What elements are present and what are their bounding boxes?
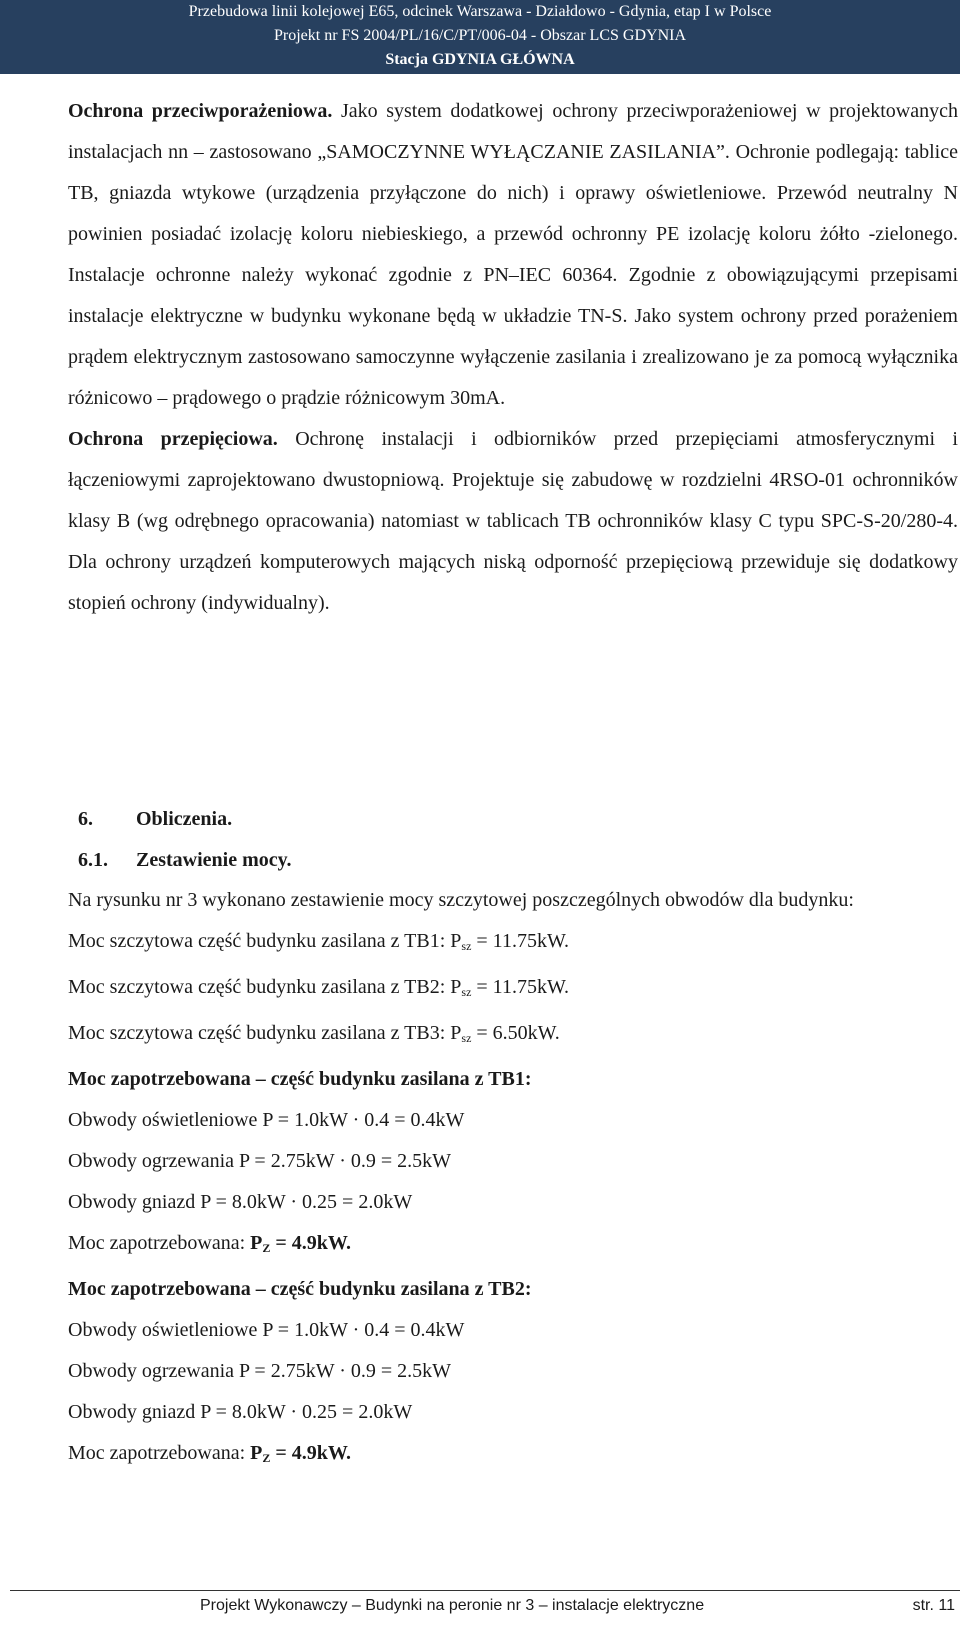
peak-power-tb3: Moc szczytowa część budynku zasilana z TB3: $P_{sz} = 6.50kW$. [68,1022,560,1045]
section-title: Zestawienie mocy. [136,849,292,871]
section-title: Obliczenia. [136,808,233,830]
paragraph-shock-protection [68,91,958,419]
paragraph-text: Jako system dodatkowej ochrony przeciwporażeniowej w projektowanych instalacjach nn – zastosowano „SAMOCZYNNE WYŁĄCZANIE ZASILANIA”. Ochronie podlegają: tablice TB, gniazda wtykowe (urządzenia przyłączone do nich) i oprawy oświetleniowe. Przewód neutralny N powinien posiadać izolację koloru niebieskiego, a przewód ochronny PE izolację koloru żółto -zielonego. Instalacje ochronne należy wykonać zgodnie z PN–IEC 60364. Zgodnie z obowiązującymi przepisami instalacje elektryczne w budynku wykonane będą w układzie TN-S. Jako system ochrony przed porażeniem prądem elektrycznym zastosowano samoczynne wyłączenie zasilania i zrealizowano je za pomocą wyłącznika różnicowo – prądowego o prądzie różnicowym 30mA. [68,100,959,409]
intro-paragraph: Na rysunku nr 3 wykonano zestawienie mocy szczytowej poszczególnych obwodów dla budynku: [68,889,854,911]
section-heading-6-1 [78,849,292,872]
tb1-heating: Obwody ogrzewania P = 2.75kW · 0.9 = 2.5kW [68,1150,452,1172]
header-project-title: Przebudowa linii kolejowej E65, odcinek Warszawa - Działdowo - Gdynia, etap I w Polsce [188,3,772,20]
section-number: 6. [78,808,93,830]
section-number: 6.1. [78,849,108,871]
paragraph-text: Ochronę instalacji i odbiorników przed przepięciami atmosferycznymi i łączeniowymi zaprojektowano dwustopniową. Projektuje się zabudowę w rozdzielni 4RSO-01 ochronników klasy B (wg odrębnego opracowania) natomiast w tablicach TB ochronników klasy C typu SPC-S-20/280-4. Dla ochrony urządzeń komputerowych mających niską odporność przepięciową przewiduje się dodatkowy stopień ochrony (indywidualny). [68,428,958,614]
tb1-lighting: Obwody oświetleniowe P = 1.0kW · 0.4 = 0.4kW [68,1109,465,1131]
header-project-number: Projekt nr FS 2004/PL/16/C/PT/006-04 - Obszar LCS GDYNIA [274,27,686,44]
tb1-heading: Moc zapotrzebowana – część budynku zasilana z TB1: [68,1068,532,1090]
peak-power-tb1: Moc szczytowa część budynku zasilana z TB1: $P_{sz} = 11.75kW$. [68,930,569,953]
tb2-sockets: Obwody gniazd P = 8.0kW · 0.25 = 2.0kW [68,1401,413,1423]
paragraph-surge-protection [68,419,958,624]
header-station: Stacja GDYNIA GŁÓWNA [385,51,575,68]
page-number: str. 11 [912,1597,955,1614]
section-heading-6 [78,808,232,831]
document-header [0,0,960,74]
document-body [68,97,958,624]
tb2-heating: Obwody ogrzewania P = 2.75kW · 0.9 = 2.5kW [68,1360,452,1382]
peak-power-tb2: Moc szczytowa część budynku zasilana z TB2: $P_{sz} = 11.75kW$. [68,976,569,999]
paragraph-heading: Ochrona przepięciowa. [68,428,278,450]
tb2-total: Moc zapotrzebowana: $P_Z = 4.9kW$. [68,1442,352,1465]
tb2-lighting: Obwody oświetleniowe P = 1.0kW · 0.4 = 0.4kW [68,1319,465,1341]
tb2-heading: Moc zapotrzebowana – część budynku zasilana z TB2: [68,1278,532,1300]
footer-title: Projekt Wykonawczy – Budynki na peronie nr 3 – instalacje elektryczne [200,1597,705,1614]
calculations-block [68,880,958,1479]
paragraph-heading: Ochrona przeciwporażeniowa. [68,100,333,122]
tb1-total: Moc zapotrzebowana: $P_Z = 4.9kW$. [68,1232,352,1255]
tb1-sockets: Obwody gniazd P = 8.0kW · 0.25 = 2.0kW [68,1191,413,1213]
footer-divider [10,1590,960,1591]
